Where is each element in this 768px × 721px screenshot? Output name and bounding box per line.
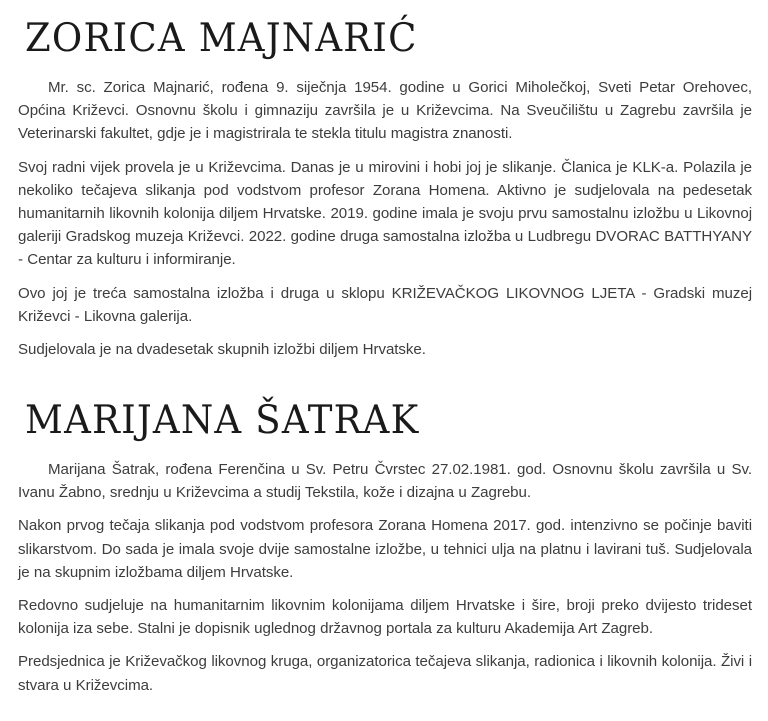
paragraph: Svoj radni vijek provela je u Križevcima. Danas je u mirovini i hobi joj je slikanje. Članica je KLK-a. Polazila je nekoliko tečajeva slikanja pod vodstvom profesor Zorana Homena. Aktivno je sudjelovala na pedesetak humanitarnih likovnih kolonija diljem Hrvatske. 2019. godine imala je svoju prvu samostalnu izložbu u Likovnoj galeriji Gradskog muzeja Križevci. 2022. godine druga samostalna izložba u Ludbregu DVORAC BATTHYANY - Centar za kulturu i informiranje.	[18, 158, 752, 269]
paragraph: Mr. sc. Zorica Majnarić, rođena 9. siječnja 1954. godine u Gorici Miholečkoj, Sveti Petar Orehovec, Općina Križevci. Osnovnu školu i gimnaziju završila je u Križevcima. Na Sveučilištu u Zagrebu završila je Veterinarski fakultet, gdje je i magistrirala te stekla titulu magistra znanosti.	[18, 79, 752, 143]
section-body-marijana-satrak	[18, 458, 752, 697]
section-heading-marijana-satrak: MARIJANA ŠATRAK	[25, 396, 420, 443]
paragraph: Redovno sudjeluje na humanitarnim likovnim kolonijama diljem Hrvatske i šire, broji preko dvijesto trideset kolonija iza sebe. Stalni je dopisnik uglednog državnog portala za kulturu Akademija Art Zagreb.	[18, 597, 752, 638]
paragraph: Marijana Šatrak, rođena Ferenčina u Sv. Petru Čvrstec 27.02.1981. god. Osnovnu školu završila u Sv. Ivanu Žabno, srednju u Križevcima a studij Tekstila, kože i dizajna u Zagrebu.	[18, 461, 752, 502]
paragraph: Sudjelovala je na dvadesetak skupnih izložbi diljem Hrvatske.	[18, 341, 426, 359]
section-heading-zorica-majnaric: ZORICA MAJNARIĆ	[25, 14, 418, 61]
paragraph: Ovo joj je treća samostalna izložba i druga u sklopu KRIŽEVAČKOG LIKOVNOG LJETA - Gradski muzej Križevci - Likovna galerija.	[18, 284, 752, 325]
section-body-zorica-majnaric	[18, 76, 752, 361]
paragraph: Predsjednica je Križevačkog likovnog kruga, organizatorica tečajeva slikanja, radionica i likovnih kolonija. Živi i stvara u Križevcima.	[18, 653, 752, 694]
paragraph: Nakon prvog tečaja slikanja pod vodstvom profesora Zorana Homena 2017. god. intenzivno se počinje baviti slikarstvom. Do sada je imala svoje dvije samostalne izložbe, u tehnici ulja na platnu i lavirani tuš. Sudjelovala je na skupnim izložbama diljem Hrvatske.	[18, 517, 752, 581]
